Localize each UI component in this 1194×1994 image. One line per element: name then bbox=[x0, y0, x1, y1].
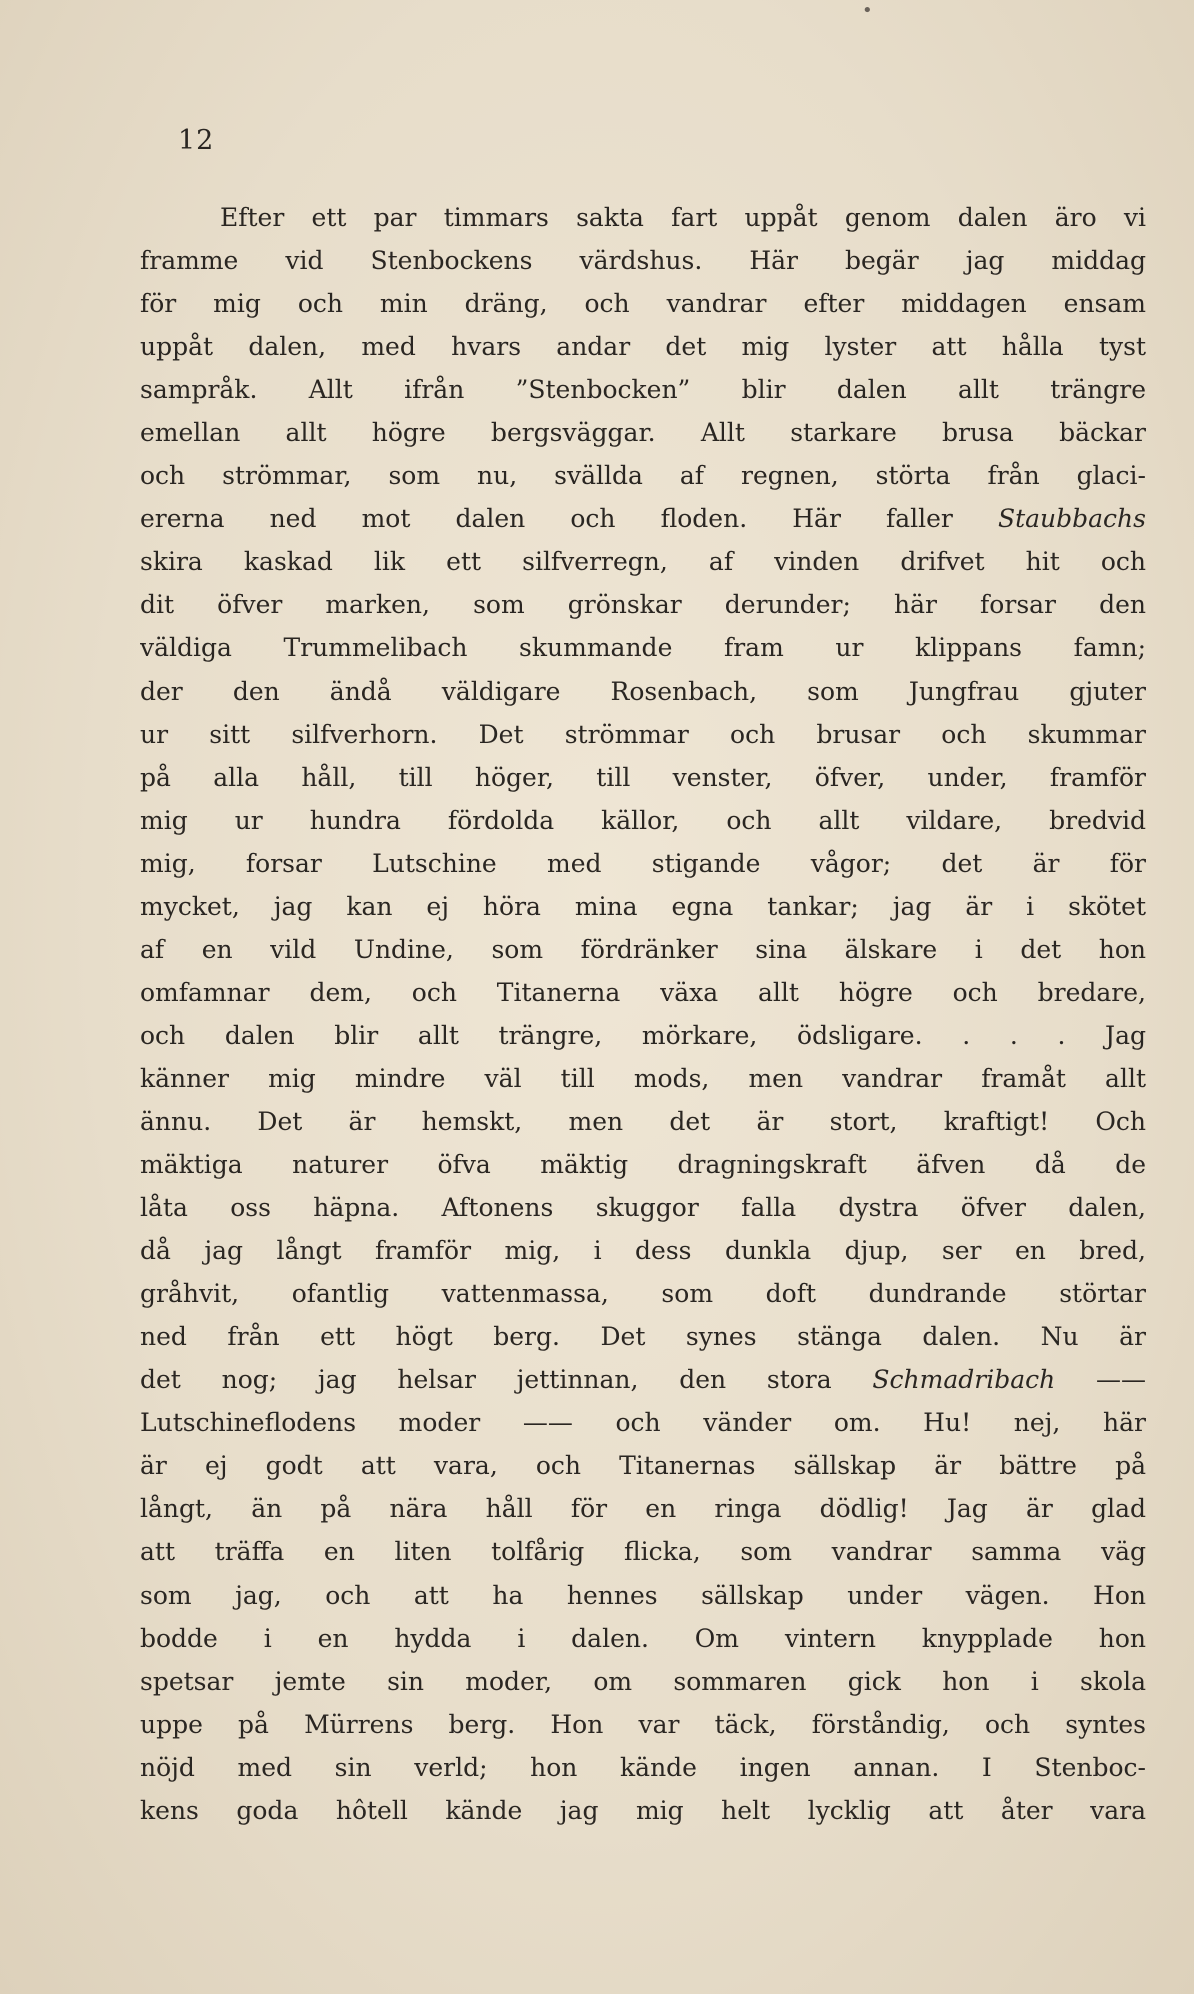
text-line: gråhvit, ofantlig vattenmassa, som doft dundrande störtar bbox=[140, 1279, 1146, 1309]
italic-name: Staubbachs bbox=[997, 504, 1146, 534]
text-line: af en vild Undine, som fördränker sina älskare i det hon bbox=[140, 934, 1146, 964]
page-number: 12 bbox=[178, 125, 215, 156]
text-line: uppe på Mürrens berg. Hon var täck, förståndig, och syntes bbox=[140, 1709, 1146, 1739]
text-line: nöjd med sin verld; hon kände ingen annan. I Stenboc- bbox=[140, 1752, 1146, 1782]
margin-mark: • bbox=[862, 0, 873, 21]
text-line: för mig och min dräng, och vandrar efter middagen ensam bbox=[140, 289, 1146, 319]
text-line: emellan allt högre bergsväggar. Allt starkare brusa bäckar bbox=[140, 418, 1146, 448]
text-line: der den ändå väldigare Rosenbach, som Jungfrau gjuter bbox=[140, 676, 1146, 706]
text-line: känner mig mindre väl till mods, men vandrar framåt allt bbox=[140, 1063, 1146, 1093]
text-line: spetsar jemte sin moder, om sommaren gick hon i skola bbox=[140, 1666, 1146, 1696]
text-line: skira kaskad lik ett silfverregn, af vinden drifvet hit och bbox=[140, 547, 1146, 577]
text-line: bodde i en hydda i dalen. Om vintern knypplade hon bbox=[140, 1623, 1146, 1653]
text-line: Lutschineflodens moder —— och vänder om. Hu! nej, här bbox=[140, 1408, 1146, 1438]
text-line: mäktiga naturer öfva mäktig dragningskraft äfven då de bbox=[140, 1150, 1146, 1180]
text-line: låta oss häpna. Aftonens skuggor falla dystra öfver dalen, bbox=[140, 1193, 1146, 1223]
text-line: som jag, och att ha hennes sällskap under vägen. Hon bbox=[140, 1580, 1146, 1610]
italic-name: Schmadribach bbox=[872, 1365, 1056, 1395]
text-line: mig, forsar Lutschine med stigande vågor; det är för bbox=[140, 848, 1146, 878]
body-text bbox=[140, 196, 1146, 1832]
text-line: dit öfver marken, som grönskar derunder; här forsar den bbox=[140, 590, 1146, 620]
text-line: är ej godt att vara, och Titanernas sällskap är bättre på bbox=[140, 1451, 1146, 1481]
text-line: framme vid Stenbockens värdshus. Här begär jag middag bbox=[140, 246, 1146, 276]
text-line: det nog; jag helsar jettinnan, den stora Schmadribach —— bbox=[140, 1365, 1146, 1395]
text-line: då jag långt framför mig, i dess dunkla djup, ser en bred, bbox=[140, 1236, 1146, 1266]
text-line: långt, än på nära håll för en ringa dödlig! Jag är glad bbox=[140, 1494, 1146, 1524]
text-line: mycket, jag kan ej höra mina egna tankar; jag är i skötet bbox=[140, 891, 1146, 921]
text-line: mig ur hundra fördolda källor, och allt vildare, bredvid bbox=[140, 805, 1146, 835]
text-line: på alla håll, till höger, till venster, öfver, under, framför bbox=[140, 762, 1146, 792]
text-line: att träffa en liten tolfårig flicka, som vandrar samma väg bbox=[140, 1537, 1146, 1567]
text-line: uppåt dalen, med hvars andar det mig lyster att hålla tyst bbox=[140, 332, 1146, 362]
text-line: väldiga Trummelibach skummande fram ur klippans famn; bbox=[140, 633, 1146, 663]
text-line: omfamnar dem, och Titanerna växa allt högre och bredare, bbox=[140, 977, 1146, 1007]
text-line: kens goda hôtell kände jag mig helt lycklig att åter vara bbox=[140, 1795, 1146, 1825]
text-line: sampråk. Allt ifrån ”Stenbocken” blir dalen allt trängre bbox=[140, 375, 1146, 405]
text-line: ned från ett högt berg. Det synes stänga dalen. Nu är bbox=[140, 1322, 1146, 1352]
text-line: Efter ett par timmars sakta fart uppåt genom dalen äro vi bbox=[220, 203, 1146, 232]
text-line: och strömmar, som nu, svällda af regnen, störta från glaci- bbox=[140, 461, 1146, 491]
text-line: ur sitt silfverhorn. Det strömmar och brusar och skummar bbox=[140, 719, 1146, 749]
text-line: ererna ned mot dalen och floden. Här faller Staubbachs bbox=[140, 504, 1146, 534]
text-line: ännu. Det är hemskt, men det är stort, kraftigt! Och bbox=[140, 1106, 1146, 1136]
text-line: och dalen blir allt trängre, mörkare, ödsligare. . . . Jag bbox=[140, 1020, 1146, 1050]
